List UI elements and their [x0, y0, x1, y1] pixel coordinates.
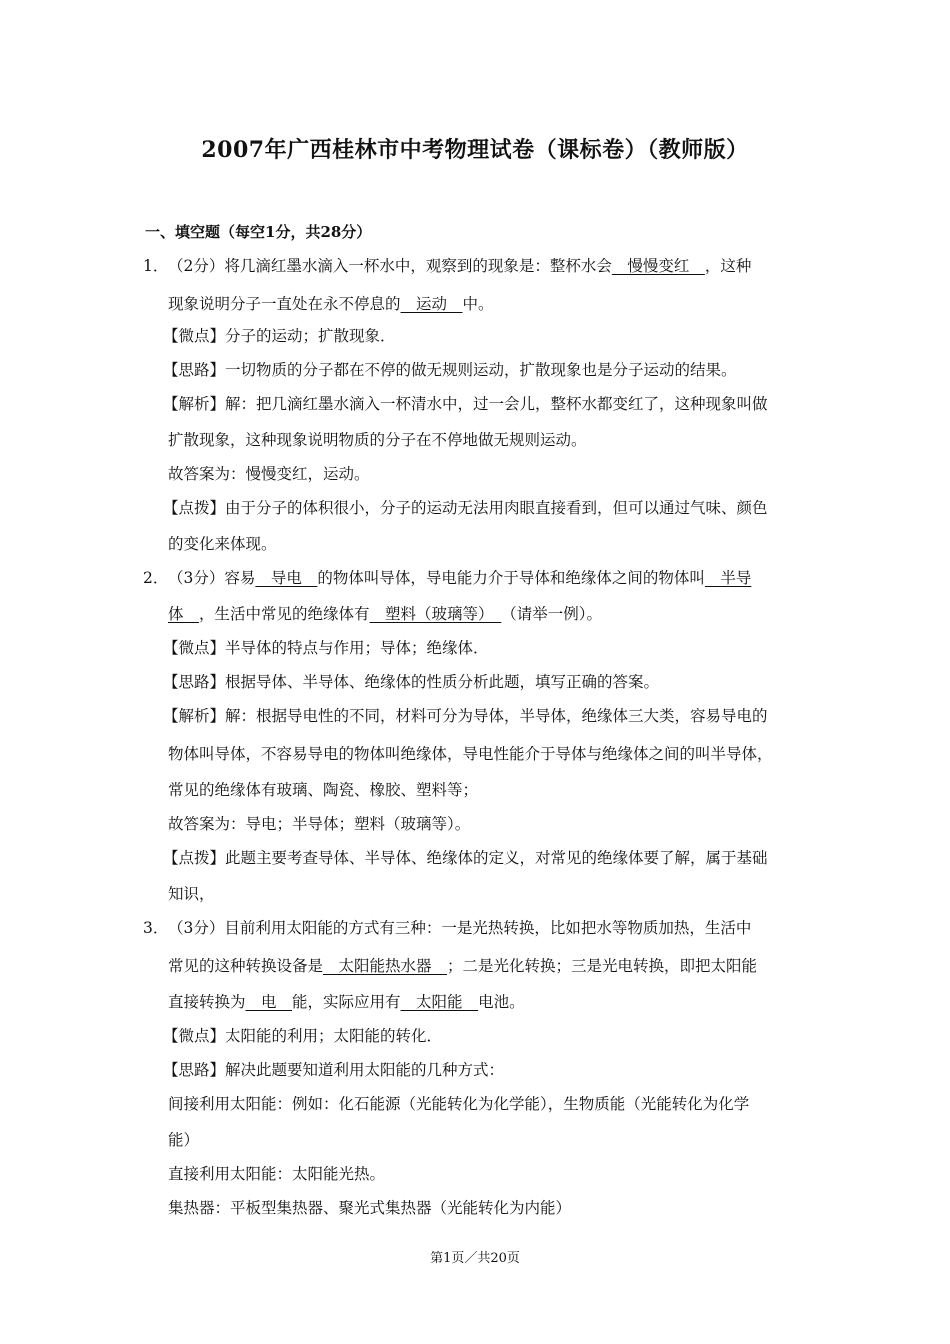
answer-summary: 故答案为：慢慢变红，运动。 [168, 465, 370, 483]
dianbo-note-cont: 知识， [168, 885, 215, 903]
question-number: 1． [143, 257, 169, 275]
question-3-line-3 [168, 992, 525, 1012]
question-number: 3． [143, 919, 169, 937]
question-3-line-2 [168, 956, 757, 976]
answer-blank: 太阳能热水器 [323, 957, 448, 975]
jiexi-note: 【解析】解：根据导电性的不同，材料可分为导体，半导体，绝缘体三大类，容易导电的 [163, 707, 768, 725]
weidian-note: 【微点】分子的运动；扩散现象． [163, 327, 396, 345]
section-heading: 一、填空题（每空1分，共28分） [145, 223, 372, 241]
answer-blank: 半导 [704, 569, 752, 587]
weidian-note: 【微点】半导体的特点与作用；导体；绝缘体． [163, 639, 489, 657]
question-text: 电池。 [478, 993, 525, 1011]
question-1-line-2 [168, 294, 494, 314]
question-2-line-2 [168, 604, 602, 624]
question-1-line-1 [168, 256, 751, 276]
question-2-line-1 [168, 568, 751, 588]
jiexi-note-cont: 物体叫导体，不容易导电的物体叫绝缘体，导电性能介于导体与绝缘体之间的叫半导体， [168, 745, 773, 763]
question-text: （2分）将几滴红墨水滴入一杯水中，观察到的现象是：整杯水会 [168, 257, 612, 275]
explanation-text: 集热器：平板型集热器、聚光式集热器（光能转化为内能） [168, 1199, 572, 1217]
jiexi-note-cont: 扩散现象，这种现象说明物质的分子在不停地做无规则运动。 [168, 431, 587, 449]
answer-blank: 体 [168, 605, 200, 623]
question-text: 的物体叫导体，导电能力介于导体和绝缘体之间的物体叫 [317, 569, 705, 587]
dianbo-note-cont: 的变化来体现。 [168, 535, 277, 553]
question-text: ，生活中常见的绝缘体有 [199, 605, 370, 623]
page-footer: 第1页／共20页 [430, 1251, 520, 1266]
explanation-text: 能） [168, 1131, 200, 1149]
question-number: 2． [143, 569, 169, 587]
question-text: （3分）容易 [168, 569, 256, 587]
document-title: 2007年广西桂林市中考物理试卷（课标卷）（教师版） [201, 137, 749, 163]
question-text: 常见的这种转换设备是 [168, 957, 324, 975]
answer-blank: 运动 [400, 295, 463, 313]
question-text: 能，实际应用有 [292, 993, 401, 1011]
silu-note: 【思路】根据导体、半导体、绝缘体的性质分析此题，填写正确的答案。 [163, 673, 660, 691]
silu-note: 【思路】一切物质的分子都在不停的做无规则运动，扩散现象也是分子运动的结果。 [163, 361, 737, 379]
question-text: 现象说明分子一直处在永不停息的 [168, 295, 401, 313]
question-text: 直接转换为 [168, 993, 246, 1011]
answer-blank: 慢慢变红 [611, 257, 705, 275]
explanation-text: 直接利用太阳能：太阳能光热。 [168, 1165, 386, 1183]
answer-summary: 故答案为：导电；半导体；塑料（玻璃等）。 [168, 815, 471, 833]
answer-blank: 电 [245, 993, 293, 1011]
question-3-line-1: （3分）目前利用太阳能的方式有三种：一是光热转换，比如把水等物质加热，生活中 [168, 919, 752, 937]
answer-blank: 塑料（玻璃等） [369, 605, 502, 623]
jiexi-note-cont: 常见的绝缘体有玻璃、陶瓷、橡胶、塑料等； [168, 781, 479, 799]
dianbo-note: 【点拨】此题主要考查导体、半导体、绝缘体的定义，对常见的绝缘体要了解，属于基础 [163, 849, 768, 867]
dianbo-note: 【点拨】由于分子的体积很小，分子的运动无法用肉眼直接看到，但可以通过气味、颜色 [163, 499, 768, 517]
question-text: ；二是光化转换；三是光电转换，即把太阳能 [447, 957, 758, 975]
question-text: 中。 [462, 295, 494, 313]
jiexi-note: 【解析】解：把几滴红墨水滴入一杯清水中，过一会儿，整杯水都变红了，这种现象叫做 [163, 395, 768, 413]
question-text: ，这种 [704, 257, 752, 275]
answer-blank: 导电 [255, 569, 318, 587]
weidian-note: 【微点】太阳能的利用；太阳能的转化． [163, 1027, 443, 1045]
answer-blank: 太阳能 [400, 993, 479, 1011]
question-text: （请举一例）。 [501, 605, 603, 623]
silu-note: 【思路】解决此题要知道利用太阳能的几种方式： [163, 1061, 505, 1079]
explanation-text: 间接利用太阳能：例如：化石能源（光能转化为化学能），生物质能（光能转化为化学 [168, 1095, 750, 1113]
